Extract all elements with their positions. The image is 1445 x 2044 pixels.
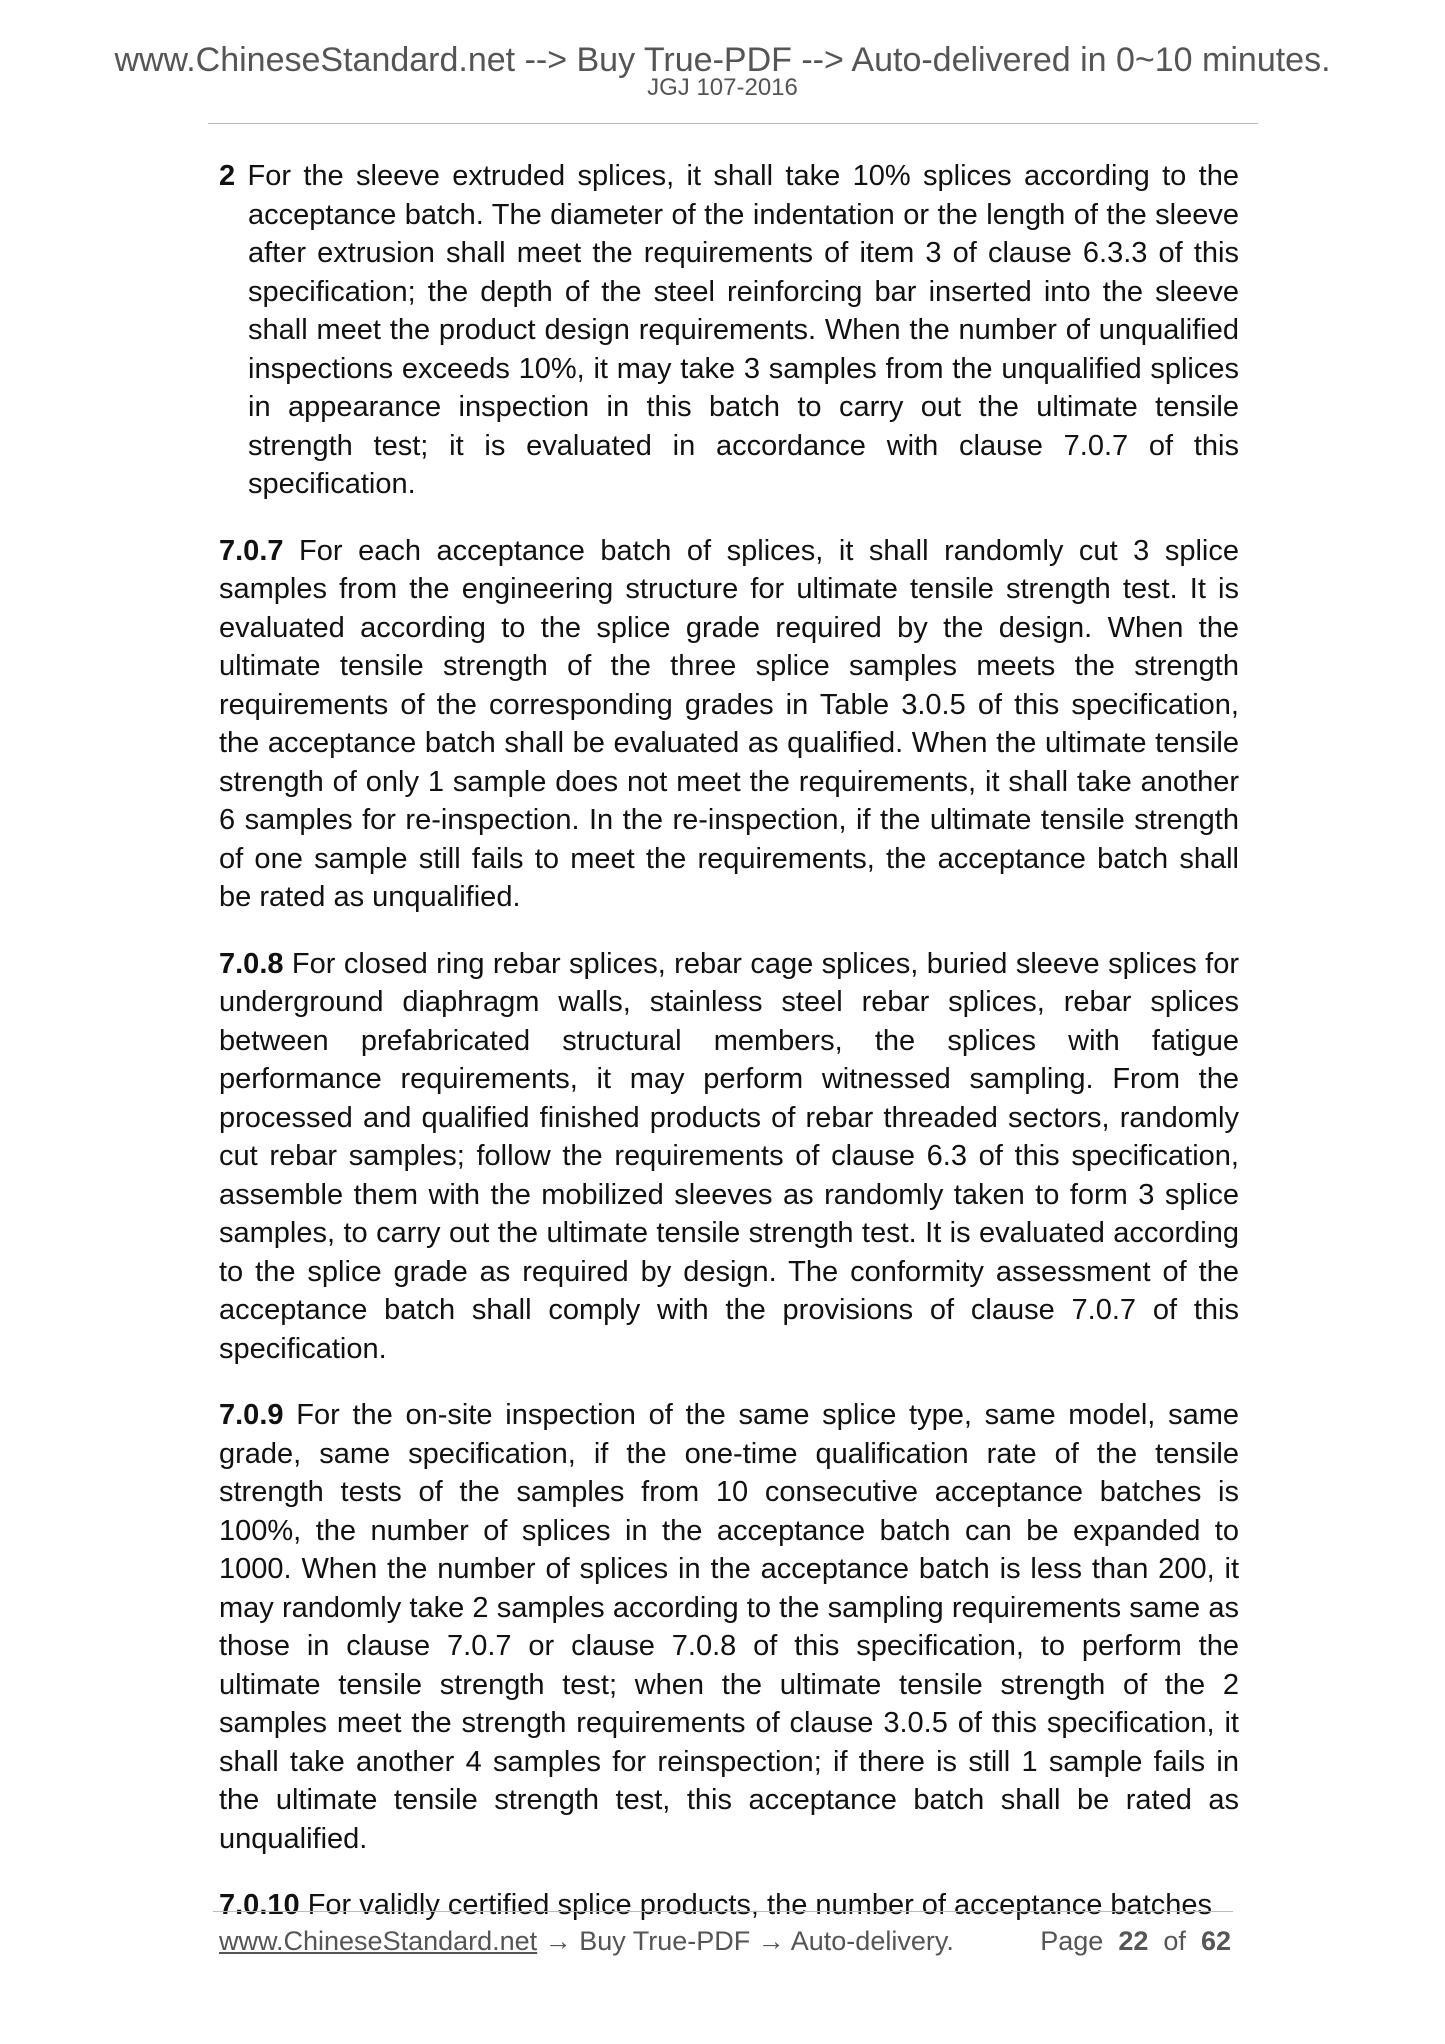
top-banner[interactable]: www.ChineseStandard.net --> Buy True-PDF --> Auto-delivered in 0~10 minutes. bbox=[114, 41, 1331, 79]
clause-7-0-7 bbox=[219, 532, 1239, 917]
arrow-right-icon: → bbox=[537, 1926, 580, 1956]
clause-text: For validly certified splice products, the number of acceptance batches bbox=[299, 1889, 1212, 1921]
footer-site-link[interactable]: www.ChineseStandard.net bbox=[219, 1926, 538, 1956]
footer-divider bbox=[213, 1911, 1233, 1912]
page-current: 22 bbox=[1118, 1926, 1149, 1956]
page-total: 62 bbox=[1200, 1926, 1231, 1956]
document-code: JGJ 107-2016 bbox=[647, 74, 798, 101]
clause-text: For closed ring rebar splices, rebar cage splices, buried sleeve splices for underground diaphragm walls, stainless steel rebar splices, rebar splices between prefabricated structural members, the splices with fatigue performance requirements, it may perform witnessed sampling. From the processed and qualified finished products of rebar threaded sectors, randomly cut rebar samples; follow the requirements of clause 6.3 of this specification, assemble them with the mobilized sleeves as randomly taken to form 3 splice samples, to carry out the ultimate tensile strength test. It is evaluated according to the splice grade as required by design. The conformity assessment of the acceptance batch shall comply with the provisions of clause 7.0.7 of this specification. bbox=[219, 947, 1239, 1365]
arrow-right-icon: → bbox=[750, 1926, 791, 1956]
page-label: Page bbox=[1040, 1926, 1104, 1956]
page-of-label: of bbox=[1163, 1926, 1186, 1956]
item-text: For the sleeve extruded splices, it shall take 10% splices according to the acceptance batch. The diameter of the indentation or the length of the sleeve after extrusion shall meet the requirements of item 3 of clause 6.3.3 of this specification; the depth of the steel reinforcing bar inserted into the sleeve shall meet the product design requirements. When the number of unqualified inspections exceeds 10%, it may take 3 samples from the unqualified splices in appearance inspection in this batch to carry out the ultimate tensile strength test; it is evaluated in accordance with clause 7.0.7 of this specification. bbox=[235, 160, 1239, 500]
clause-7-0-8 bbox=[219, 945, 1239, 1369]
clause-text: For the on-site inspection of the same splice type, same model, same grade, same specification, if the one-time qualification rate of the tensile strength tests of the samples from 10 consecutive acceptance batches is 100%, the number of splices in the acceptance batch can be expanded to 1000. When the number of splices in the acceptance batch is less than 200, it may randomly take 2 samples according to the sampling requirements same as those in clause 7.0.7 or clause 7.0.8 of this specification, to perform the ultimate tensile strength test; when the ultimate tensile strength of the 2 samples meet the strength requirements of clause 3.0.5 of this specification, it shall take another 4 samples for reinspection; if there is still 1 sample fails in the ultimate tensile strength test, this acceptance batch shall be rated as unqualified. bbox=[219, 1399, 1239, 1855]
clause-number: 7.0.9 bbox=[219, 1399, 284, 1431]
clause-number: 7.0.8 bbox=[219, 947, 284, 980]
footer-delivery-text: Auto-delivery. bbox=[790, 1926, 954, 1956]
page-footer bbox=[219, 1923, 1231, 1959]
clause-7-0-10 bbox=[219, 1886, 1239, 1925]
list-item-2 bbox=[219, 157, 1239, 504]
clause-7-0-9 bbox=[219, 1396, 1239, 1858]
item-number: 2 bbox=[219, 160, 236, 192]
footer-buy-text: Buy True-PDF bbox=[579, 1926, 751, 1956]
clause-text: For each acceptance batch of splices, it shall randomly cut 3 splice samples from the engineering structure for ultimate tensile strength test. It is evaluated according to the splice grade required by the design. When the ultimate tensile strength of the three splice samples meets the strength requirements of the corresponding grades in Table 3.0.5 of this specification, the acceptance batch shall be evaluated as qualified. When the ultimate tensile strength of only 1 sample does not meet the requirements, it shall take another 6 samples for re-inspection. In the re-inspection, if the ultimate tensile strength of one sample still fails to meet the requirements, the acceptance batch shall be rated as unqualified. bbox=[219, 534, 1239, 913]
clause-number: 7.0.7 bbox=[219, 534, 284, 567]
page-indicator bbox=[1040, 1923, 1231, 1959]
clause-number: 7.0.10 bbox=[219, 1889, 300, 1921]
page-content bbox=[219, 157, 1239, 1953]
header-divider bbox=[208, 123, 1258, 124]
